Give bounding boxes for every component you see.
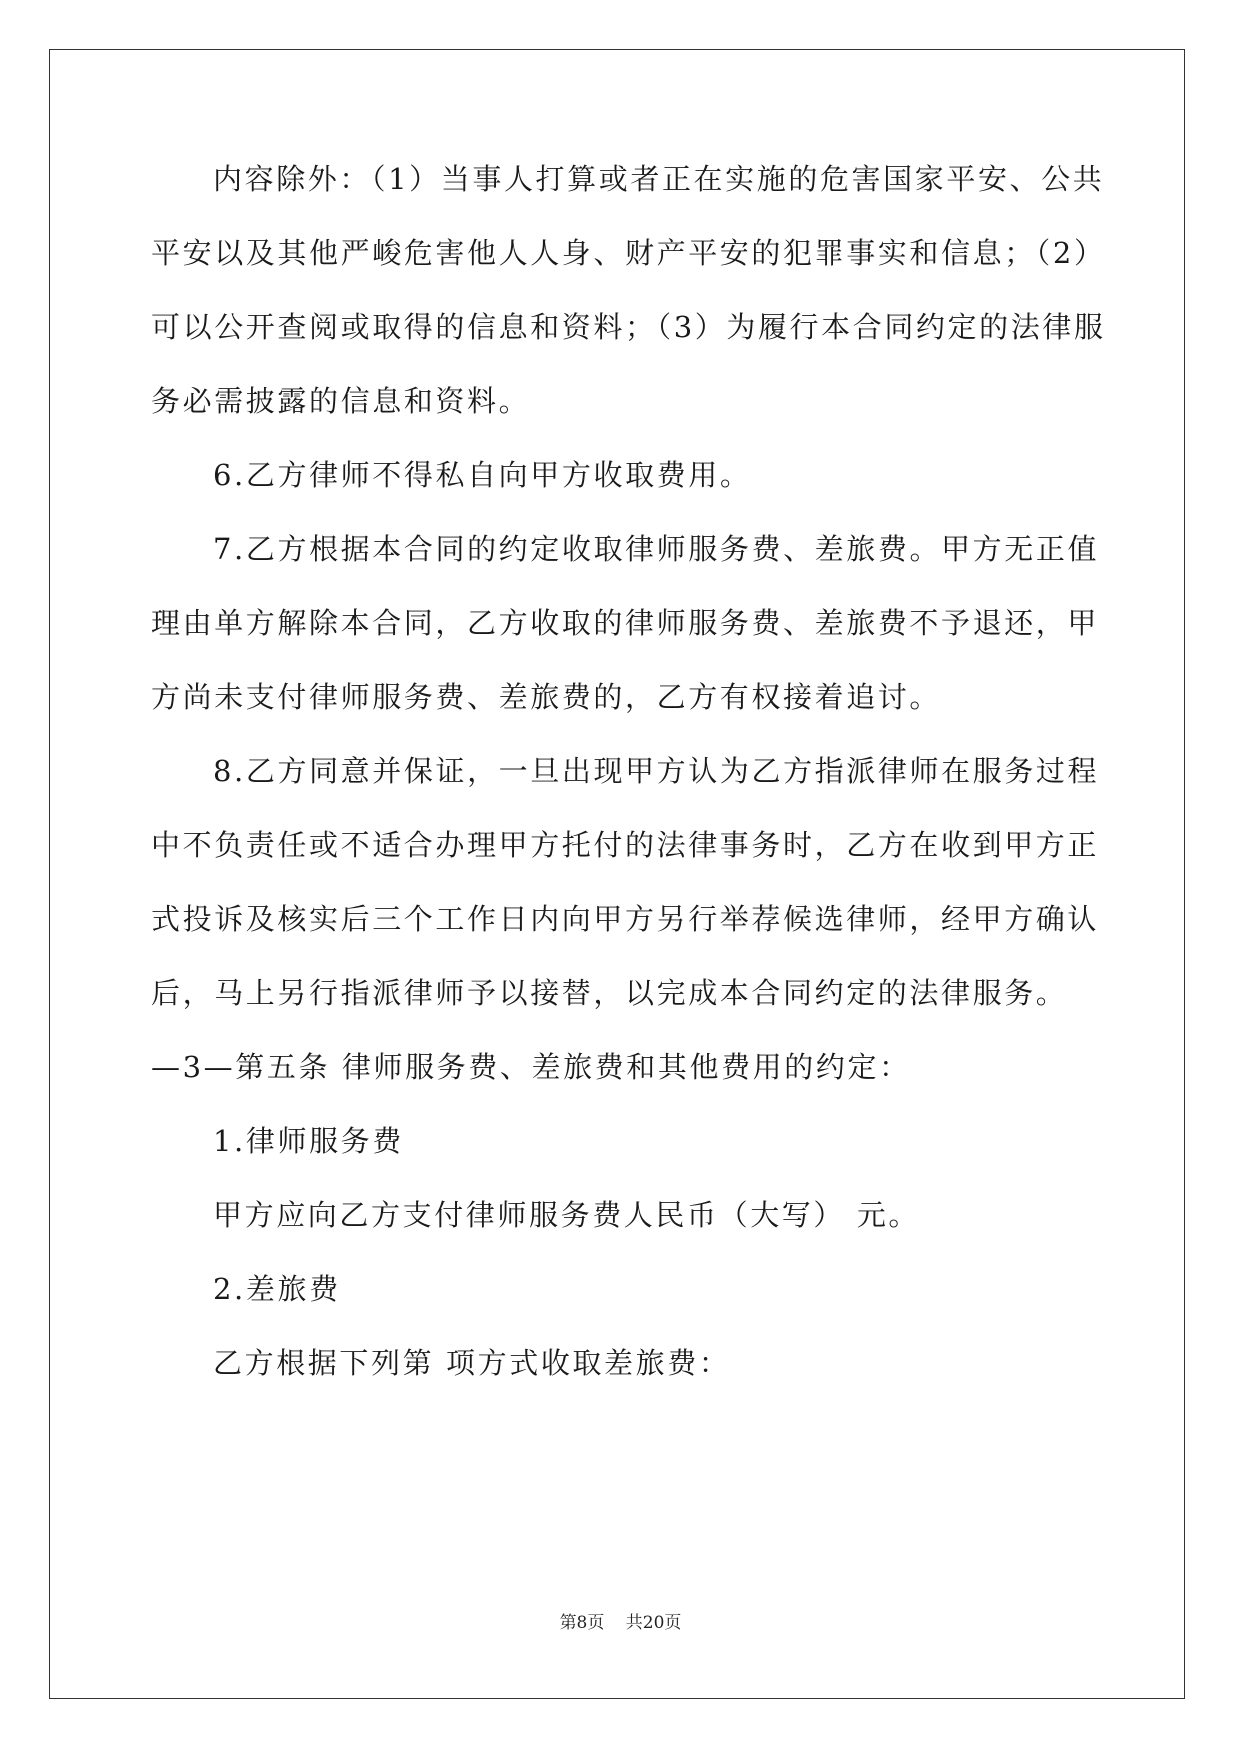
paragraph-line: 7.乙方根据本合同的约定收取律师服务费、差旅费。甲方无正值 (213, 532, 1100, 566)
section-heading-line: —3—第五条 律师服务费、差旅费和其他费用的约定： (151, 1050, 911, 1084)
subsection-heading: 1.律师服务费 (213, 1124, 404, 1158)
paragraph-line: 可以公开查阅或取得的信息和资料；（3）为履行本合同约定的法律服 (151, 310, 1106, 344)
page-number: 第8页 (559, 1613, 605, 1633)
paragraph-line: 乙方根据下列第 项方式收取差旅费： (213, 1346, 731, 1380)
paragraph-line: 式投诉及核实后三个工作日内向甲方另行举荐候选律师，经甲方确认 (151, 902, 1100, 936)
page-total: 共20页 (625, 1613, 682, 1633)
paragraph-line: 方尚未支付律师服务费、差旅费的，乙方有权接着追讨。 (151, 680, 942, 714)
paragraph-line: 后，马上另行指派律师予以接替，以完成本合同约定的法律服务。 (151, 976, 1068, 1010)
paragraph-line: 理由单方解除本合同，乙方收取的律师服务费、差旅费不予退还，甲 (151, 606, 1100, 640)
page-border (49, 49, 1185, 1699)
paragraph-line: 平安以及其他严峻危害他人人身、财产平安的犯罪事实和信息；（2） (151, 236, 1106, 270)
paragraph-line: 甲方应向乙方支付律师服务费人民币（大写） 元。 (213, 1198, 921, 1232)
paragraph-line: 8.乙方同意并保证，一旦出现甲方认为乙方指派律师在服务过程 (213, 754, 1100, 788)
paragraph-line: 中不负责任或不适合办理甲方托付的法律事务时，乙方在收到甲方正 (151, 828, 1100, 862)
page-footer (0, 1608, 1241, 1633)
paragraph-line: 务必需披露的信息和资料。 (151, 384, 531, 418)
paragraph-line: 6.乙方律师不得私自向甲方收取费用。 (213, 458, 752, 492)
subsection-heading: 2.差旅费 (213, 1272, 341, 1306)
paragraph-line: 内容除外：（1）当事人打算或者正在实施的危害国家平安、公共 (213, 162, 1105, 196)
